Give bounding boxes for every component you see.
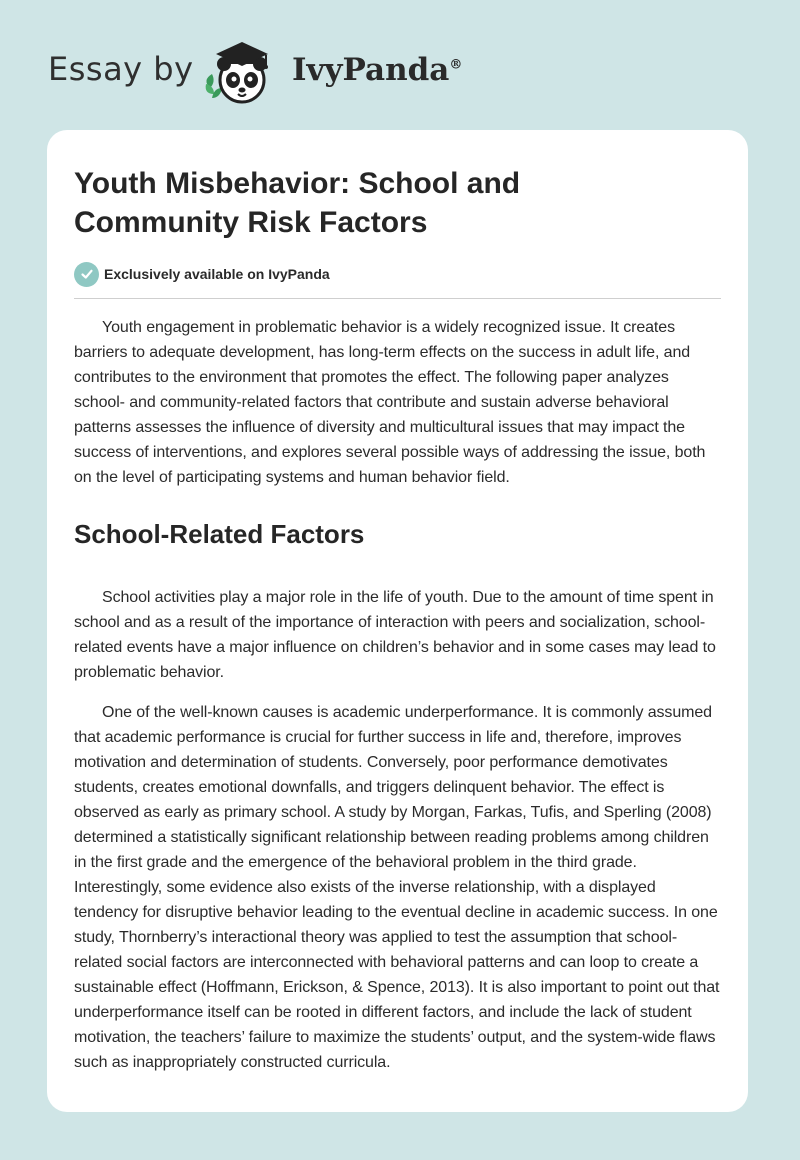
panda-graduate-icon[interactable] (200, 36, 284, 108)
divider (74, 298, 721, 299)
intro-paragraph: Youth engagement in problematic behavior is a widely recognized issue. It creates barriers to adequate development, has long-term effects on the success in adult life, and contributes to the environment that promotes the effect. The following paper analyzes school- and community-related factors that contribute and sustain adverse behavioral patterns assesses the influence of diversity and multicultural issues that may impact the success of interventions, and explores several possible ways of addressing the issue, both on the level of participating systems and human behavior field. (74, 319, 706, 486)
exclusive-badge (74, 260, 721, 288)
page-title: Youth Misbehavior: School and Community Risk Factors (74, 167, 521, 239)
registered-mark: ® (449, 57, 463, 73)
brand-name[interactable]: IvyPanda® (292, 52, 463, 88)
section-heading: School-Related Factors (74, 519, 365, 549)
body-paragraph-2: One of the well-known causes is academic underperformance. It is commonly assumed that academic performance is crucial for further success in life and, therefore, improves motivation and determination of students. Conversely, poor performance demotivates students, creates emotional downfalls, and triggers delinquent behavior. The effect is observed as early as primary school. A study by Morgan, Farkas, Tufis, and Sperling (2008) determined a statistically significant relationship between reading problems among children in the first grade and the emergence of the behavioral problem in the third grade. Interestingly, some evidence also exists of the inverse relationship, with a displayed tendency for disruptive behavior leading to the eventual decline in academic success. In one study, Thornberry’s interactional theory was applied to test the assumption that school-related social factors are interconnected with behavioral patterns and can loop to create a sustainable effect (Hoffmann, Erickson, & Spence, 2013). It is also important to point out that underperformance itself can be rooted in different factors, and include the lack of student motivation, the teachers’ failure to maximize the students’ output, and the system-wide flaws such as inappropriately constructed curricula. (74, 704, 720, 1071)
check-circle-icon (74, 262, 99, 287)
body-paragraph-1: School activities play a major role in the life of youth. Due to the amount of time spent in school and as a result of the importance of interaction with peers and socialization, school-related events have a major influence on children’s behavior and in some cases may lead to problematic behavior. (74, 589, 716, 681)
essay-by-label: Essay by (48, 50, 194, 88)
site-header (0, 0, 800, 130)
essay-card (47, 130, 748, 1112)
badge-text: Exclusively available on IvyPanda (104, 266, 330, 282)
